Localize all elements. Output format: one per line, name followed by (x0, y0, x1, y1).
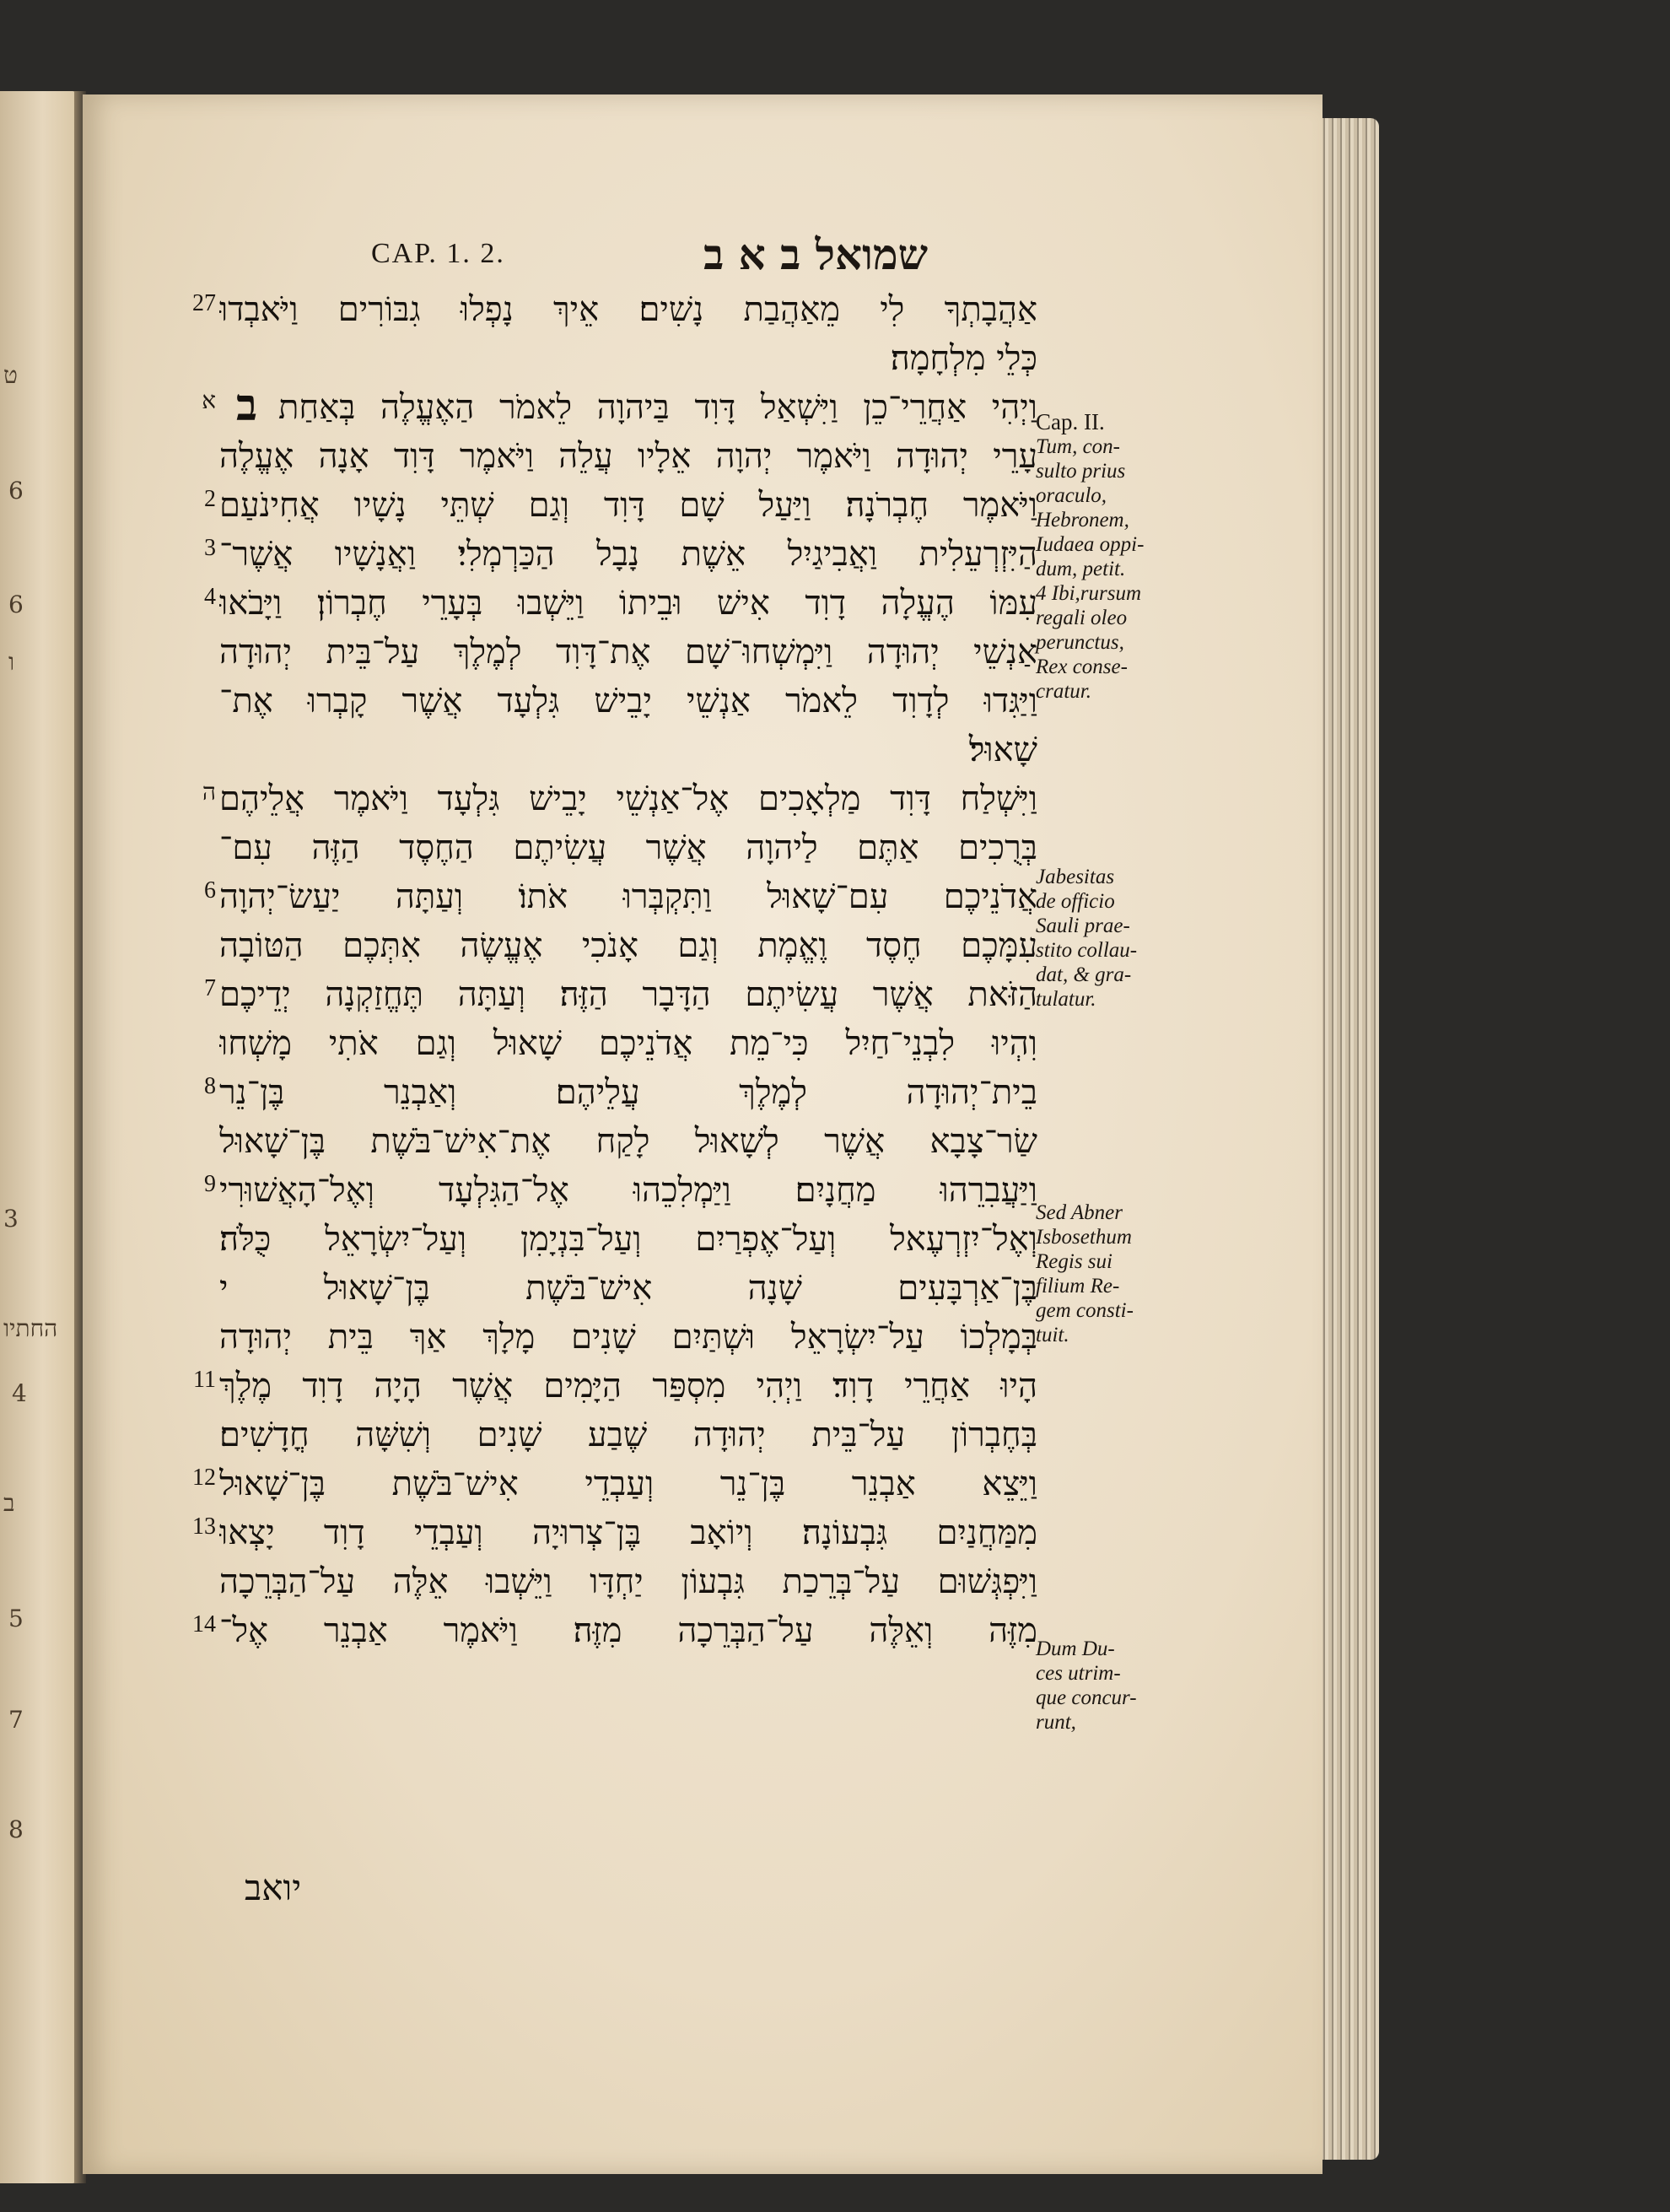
margin-note-line: que concur- (1036, 1686, 1137, 1709)
margin-note (1036, 410, 1179, 704)
verse-text: עִמּוֹ הֶעֱלָה דָוִד אִישׁ וּבֵיתוֹ וַיֵּשְׁבוּ בְּעָרֵי חֶבְרוֹן׃ וַיָּבֹאוּ (219, 584, 1037, 623)
margin-note-line: oraculo, (1036, 484, 1107, 507)
facing-page-fragment: ט (3, 361, 18, 389)
verse-text: וַיַּגִּדוּ לְדָוִד לֵאמֹר אַנְשֵׁי יָבֵישׁ גִּלְעָד אֲשֶׁר קָבְרוּ אֶת־ (219, 682, 1037, 720)
text-line (169, 579, 1037, 628)
verse-number: 3 (204, 535, 216, 561)
verse-text: מִזֶּה וְאֵלֶּה עַל־הַבְּרֵכָה מִזֶּה׃ וַיֹּאמֶר אַבְנֵר אֶל־ (219, 1611, 1037, 1650)
margin-note-line: Iudaea oppi- (1036, 533, 1145, 556)
verse-text: בְּמָלְכוֹ עַל־יִשְׂרָאֵל וּשְׁתַּיִם שָׁנִים מָלָךְ אַךְ בֵּית יְהוּדָה (219, 1318, 1037, 1357)
text-line (169, 970, 1037, 1019)
margin-note (1036, 1200, 1179, 1347)
text-line (169, 1019, 1037, 1068)
facing-page-fragment: 7 (8, 1706, 24, 1734)
text-line (169, 677, 1037, 726)
text-line (169, 530, 1037, 579)
verse-text: בְּחֶבְרוֹן עַל־בֵּית יְהוּדָה שֶׁבַע שָׁנִים וְשִׁשָּׁה חֳדָשִׁים׃ (219, 1416, 1037, 1454)
text-line (169, 481, 1037, 530)
catchword: יואב (245, 1867, 302, 1908)
verse-text: כְּלֵי מִלְחָמָה׃ (890, 339, 1037, 378)
text-line (169, 726, 1037, 774)
facing-page-fragment: 5 (8, 1605, 24, 1632)
margin-note-line: Sauli prae- (1036, 914, 1130, 937)
margin-note-line: ces utrim- (1036, 1662, 1121, 1685)
verse-text: וַיַּעֲבִרֵהוּ מַחֲנָיִם׃ וַיַּמְלִכֵהוּ אֶל־הַגִּלְעָד וְאֶל־הָאֲשׁוּרִי (219, 1171, 1037, 1210)
facing-page-fragment: 4 (12, 1379, 27, 1407)
facing-page-fragment: 6 (8, 591, 24, 618)
verse-text: וִהְיוּ לִבְנֵי־חַיִל כִּי־מֵת אֲדֹנֵיכֶם שָׁאוּל וְגַם אֹתִי מָשְׁחוּ (219, 1024, 1037, 1063)
verse-text: הַזֹּאת אֲשֶׁר עֲשִׂיתֶם הַדָּבָר הַזֶּה׃ וְעַתָּה תֶּחֱזַקְנָה יְדֵיכֶם (219, 975, 1037, 1014)
verse-text: בְּרֻכִים אַתֶּם לַיהוָה אֲשֶׁר עֲשִׂיתֶם הַחֶסֶד הַזֶּה עִם־ (219, 828, 1037, 867)
chapter-letter: ב (236, 380, 258, 431)
verse-number: 13 (192, 1513, 216, 1540)
margin-note-line: de officio (1036, 890, 1115, 913)
facing-page-fragment: ו (8, 648, 15, 676)
verse-number: 27 (192, 290, 216, 316)
verse-text: מִמַּחֲנַיִם גִּבְעוֹנָה׃ וְיוֹאָב בֶּן־צְרוּיָה וְעַבְדֵי דָוִד יָצְאוּ (219, 1513, 1037, 1552)
verse-text: אַהֲבָתְךָ לִי מֵאַהֲבַת נָשִׁים׃ אֵיךְ נָפְלוּ גִבּוֹרִים וַיֹּאבְדוּ (219, 290, 1037, 329)
text-line (169, 1215, 1037, 1264)
verse-number: 7 (204, 975, 216, 1001)
verse-number: 12 (192, 1465, 216, 1491)
facing-page-fragment: החתיו (3, 1314, 58, 1342)
text-line (169, 774, 1037, 823)
margin-note (1036, 1637, 1179, 1735)
running-head-chapter: CAP. 1. 2. (371, 238, 505, 269)
text-line (169, 432, 1037, 481)
verse-text: וַיִּפְגְּשׁוּם עַל־בְּרֵכַת גִּבְעוֹן יַחְדָּו וַיֵּשְׁבוּ אֵלֶּה עַל־הַבְּרֵכָה (219, 1562, 1037, 1601)
margin-note-line: runt, (1036, 1711, 1076, 1734)
text-line (169, 285, 1037, 334)
hebrew-text-block (169, 285, 1037, 1655)
verse-number: 8 (204, 1073, 216, 1099)
verse-text: הַיִּזְרְעֵלִית וַאֲבִיגַיִל אֵשֶׁת נָבָל הַכַּרְמְלִי׃ וַאֲנָשָׁיו אֲשֶׁר־ (219, 535, 1037, 574)
verse-number: 2 (204, 486, 216, 512)
facing-page-fragment: ב (3, 1489, 15, 1517)
verse-number: ה (202, 780, 216, 806)
verse-text: וַיֵּצֵא אַבְנֵר בֶּן־נֵר וְעַבְדֵי אִישׁ־בֹּשֶׁת בֶּן־שָׁאוּל (219, 1465, 1037, 1503)
verse-number: 4 (204, 584, 216, 610)
verse-text: שַׂר־צָבָא אֲשֶׁר לְשָׁאוּל לָקַח אֶת־אִישׁ־בֹּשֶׁת בֶּן־שָׁאוּל (219, 1122, 1037, 1161)
verse-number: 6 (204, 877, 216, 904)
verse-text: בֵית־יְהוּדָה לְמֶלֶךְ עֲלֵיהֶם׃ וְאַבְנֵר בֶּן־נֵר (219, 1073, 1037, 1112)
text-line (169, 823, 1037, 872)
text-line (169, 1264, 1037, 1313)
verse-text: וַיְהִי אַחֲרֵי־כֵן וַיִּשְׁאַל דָּוִד בַּיהוָה לֵאמֹר הַאֶעֱלֶה בְּאַחַת (278, 388, 1037, 427)
facing-page-fragment: 8 (8, 1815, 24, 1843)
text-line (169, 1166, 1037, 1215)
margin-note-line: dat, & gra- (1036, 963, 1132, 986)
margin-note-line: tuit. (1036, 1324, 1069, 1346)
verse-text: אֲדֹנֵיכֶם עִם־שָׁאוּל וַתִּקְבְּרוּ אֹתוֹ׃ וְעַתָּה יַעַשׂ־יְהוָה (219, 877, 1037, 916)
facing-page-edge (0, 91, 78, 2183)
margin-note-line: stito collau- (1036, 939, 1138, 962)
text-line (169, 1068, 1037, 1117)
margin-note-line: Tum, con- (1036, 435, 1120, 458)
margin-note-line: cratur. (1036, 680, 1091, 703)
margin-note-line: Jabesitas (1036, 866, 1115, 888)
verse-number: א (202, 388, 216, 414)
running-head-title: שמואל ב א ב (703, 229, 928, 279)
verse-text: עִמָּכֶם חֶסֶד וֶאֱמֶת וְגַם אָנֹכִי אֶעֱשֶׂה אִתְּכֶם הַטּוֹבָה (219, 926, 1037, 965)
text-line (169, 1313, 1037, 1362)
margin-note-line: regali oleo (1036, 607, 1128, 629)
verse-number: 9 (204, 1171, 216, 1197)
margin-note-line: Isbosethum (1036, 1226, 1132, 1249)
text-line (169, 1459, 1037, 1508)
text-line (169, 872, 1037, 921)
text-line (169, 628, 1037, 677)
margin-note (1036, 865, 1179, 1012)
margin-note-line: Hebronem, (1036, 509, 1129, 531)
verse-number: 11 (193, 1367, 216, 1393)
margin-note-line: Cap. II. (1036, 409, 1105, 434)
margin-note-line: tulatur. (1036, 988, 1096, 1011)
verse-text: וַיֹּאמֶר חֶבְרֹנָה׃ וַיַּעַל שָׁם דָּוִד וְגַם שְׁתֵּי נָשָׁיו אֲחִינֹעַם (219, 486, 1037, 525)
running-head (354, 229, 928, 280)
verse-text: הָיוּ אַחֲרֵי דָוִד׃ וַיְהִי מִסְפַּר הַיָּמִים אֲשֶׁר הָיָה דָוִד מֶלֶךְ (219, 1367, 1037, 1405)
text-line (169, 380, 1037, 432)
text-line (169, 1508, 1037, 1557)
text-line (169, 921, 1037, 970)
text-line (169, 1606, 1037, 1655)
verse-text: בֶּן־אַרְבָּעִים שָׁנָה אִישׁ־בֹּשֶׁת בֶּן־שָׁאוּל י (219, 1269, 1037, 1308)
facing-page-fragment: 6 (8, 477, 24, 504)
margin-note-line: Dum Du- (1036, 1637, 1115, 1660)
verse-text: שָׁאוּל׃ (968, 731, 1037, 769)
verse-text: אַנְשֵׁי יְהוּדָה וַיִּמְשְׁחוּ־שָׁם אֶת־דָּוִד לְמֶלֶךְ עַל־בֵּית יְהוּדָה (219, 633, 1037, 672)
margin-note-line: Sed Abner (1036, 1201, 1123, 1224)
verse-number: 14 (192, 1611, 216, 1637)
verse-text: עָרֵי יְהוּדָה וַיֹּאמֶר יְהוָה אֵלָיו עֲלֵה וַיֹּאמֶר דָּוִד אָנָה אֶעֱלֶה (219, 437, 1037, 476)
verse-text: וַיִּשְׁלַח דָּוִד מַלְאָכִים אֶל־אַנְשֵׁי יָבֵישׁ גִּלְעָד וַיֹּאמֶר אֲלֵיהֶם (219, 780, 1037, 818)
margin-note-line: Rex conse- (1036, 656, 1128, 678)
margin-note-line: 4 Ibi,rursum (1036, 582, 1142, 605)
margin-note-line: sulto prius (1036, 460, 1126, 483)
margin-note-line: gem consti- (1036, 1299, 1134, 1322)
text-line (169, 334, 1037, 383)
margin-note-line: Regis sui (1036, 1250, 1112, 1273)
text-line (169, 1411, 1037, 1459)
text-line (169, 1362, 1037, 1411)
margin-note-line: dum, petit. (1036, 558, 1126, 580)
margin-note-line: perunctus, (1036, 631, 1124, 654)
margin-note-line: filium Re- (1036, 1275, 1120, 1298)
facing-page-fragment: 3 (3, 1205, 19, 1233)
text-line (169, 1557, 1037, 1606)
text-line (169, 1117, 1037, 1166)
verse-text: וְאֶל־יִזְרְעֶאל וְעַל־אֶפְרַיִם וְעַל־בִּנְיָמִן וְעַל־יִשְׂרָאֵל כֻּלֹּה׃ (219, 1220, 1037, 1259)
